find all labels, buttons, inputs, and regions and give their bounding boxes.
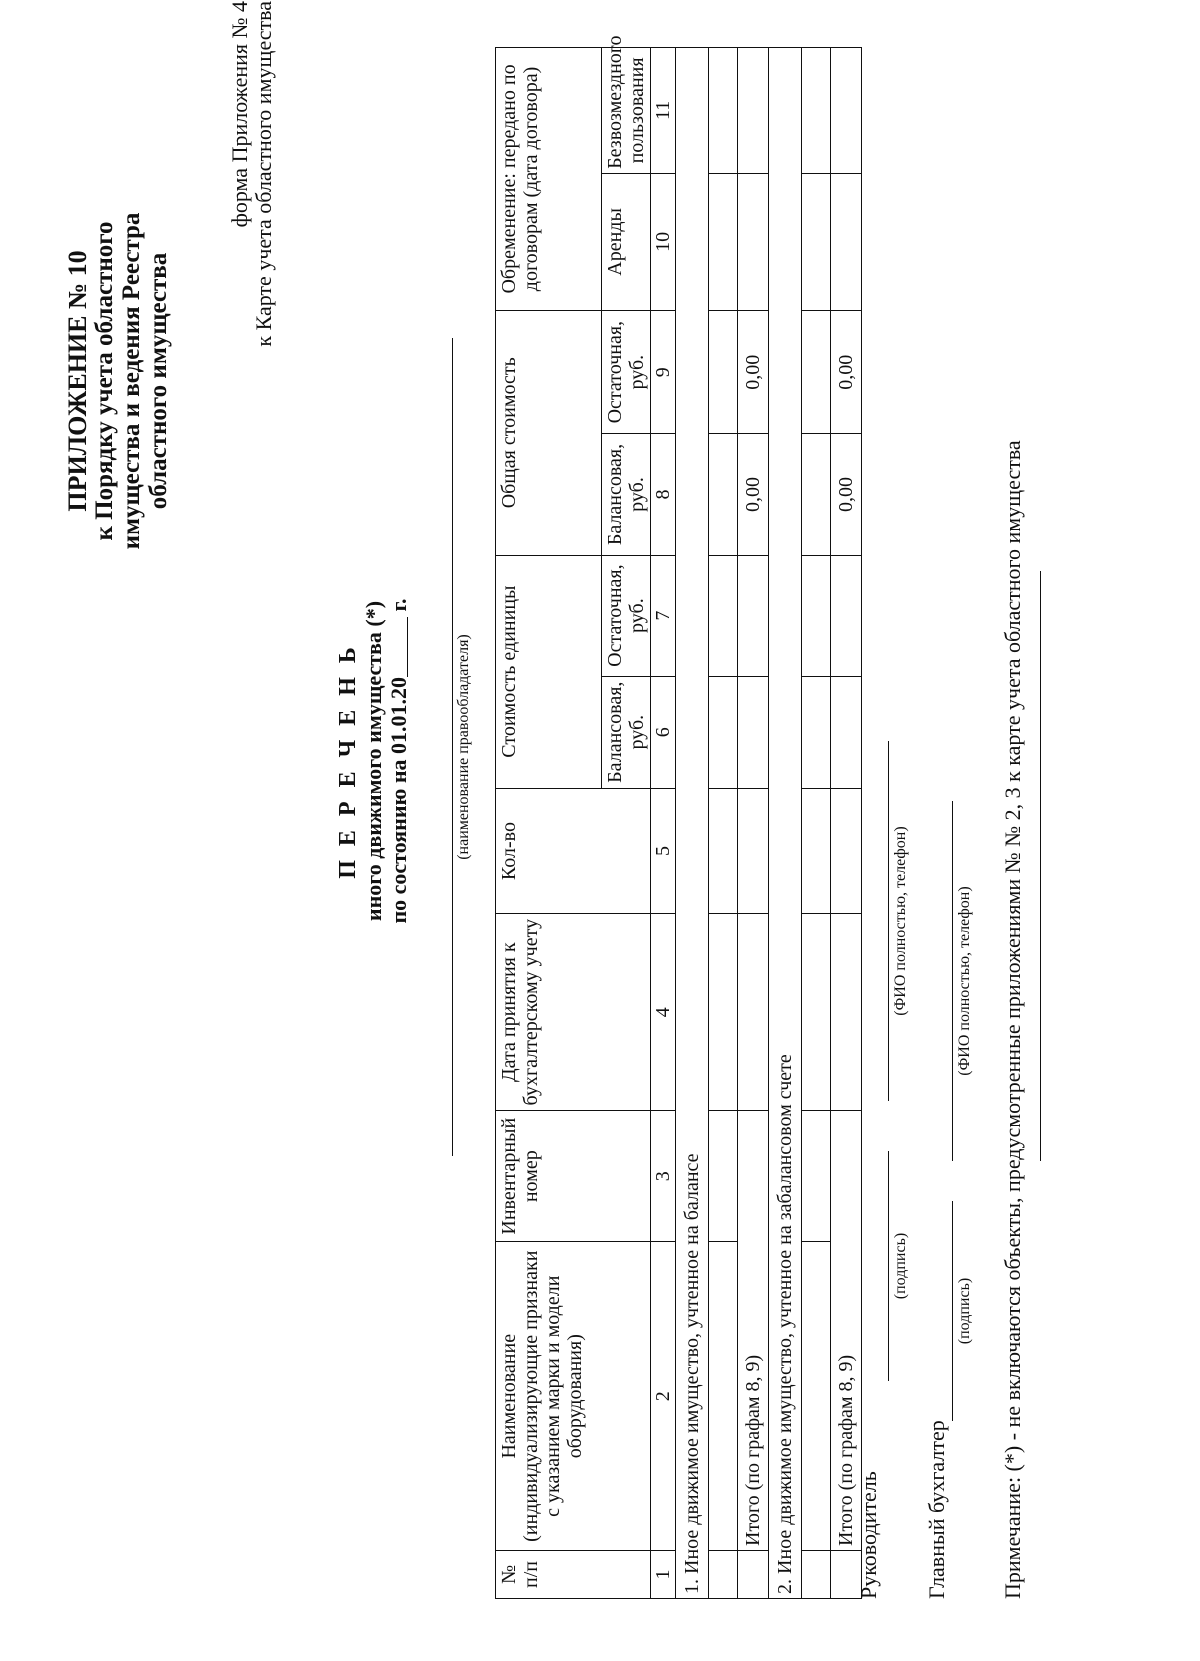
header-unit-balance: Балансовая, руб. [602,676,651,788]
form-note [228,1,276,401]
header-total-residual: Остаточная, руб. [602,310,651,433]
header-inventory: Инвентарный номер [496,1110,651,1241]
footnote-line [1040,571,1041,1161]
appendix-subtitle-3: областного имущества [145,252,172,510]
appendix-title: ПРИЛОЖЕНИЕ № 10 [63,250,92,512]
total-2-residual: 0,00 [831,310,862,433]
owner-caption: (наименование правообладателя) [455,634,472,860]
table-cell[interactable] [709,434,738,555]
accountant-fio-caption: (ФИО полностью, телефон) [956,886,973,1076]
col-number: 10 [651,173,676,310]
table-cell[interactable] [802,1110,831,1241]
table-cell[interactable] [709,788,738,914]
table-cell [738,914,769,1111]
table-cell[interactable] [802,555,831,676]
table-cell[interactable] [802,676,831,788]
section-1-row [676,48,709,1599]
table-cell[interactable] [802,310,831,433]
year-blank [389,617,408,677]
appendix-subtitle-1: к Порядку учета областного [91,221,118,541]
table-cell[interactable] [709,1110,738,1241]
table-cell[interactable] [709,310,738,433]
total-1-balance: 0,00 [738,434,769,555]
col-number: 4 [651,914,676,1111]
col-number: 3 [651,1110,676,1241]
col-number: 5 [651,788,676,914]
table-cell[interactable] [709,48,738,174]
total-1-residual: 0,00 [738,310,769,433]
header-row-1 [496,48,602,1599]
property-table [495,35,862,1599]
total-row-1 [738,48,769,1599]
table-cell[interactable] [802,173,831,310]
head-signature-line[interactable] [888,1151,889,1381]
accountant-fio-line[interactable] [952,801,953,1161]
footnote: Примечание: (*) - не включаются объекты, предусмотренные приложениями № № 2, 3 к карте учета областного имущества [1000,440,1025,1599]
header-encumbrance: Обременение: передано по договорам (дата договора) [496,48,602,311]
owner-line [452,338,453,1156]
table-cell[interactable] [802,788,831,914]
table-cell[interactable] [802,434,831,555]
col-number: 6 [651,676,676,788]
head-signature-caption: (подпись) [892,1232,909,1300]
chief-accountant-label: Главный бухгалтер [924,1420,949,1599]
total-row-2 [831,48,862,1599]
section-1-label: 1. Иное движимое имущество, учтенное на балансе [676,48,709,1599]
section-2-row [769,48,802,1599]
form-note-line-1: форма Приложения № 4 [227,1,252,228]
title-line-3 [386,501,411,1021]
table-cell [738,555,769,676]
title-heading: П Е Р Е Ч Е Н Ь [335,643,361,879]
title-date-suffix: г. [386,598,411,617]
col-number: 11 [651,48,676,174]
table-cell[interactable] [709,1551,738,1599]
total-1-label: Итого (по графам 8, 9) [738,1110,769,1550]
accountant-signature-caption: (подпись) [956,1277,973,1345]
table-cell [738,1551,769,1599]
accountant-signature-line[interactable] [952,1201,953,1421]
table-cell [831,48,862,174]
table-cell[interactable] [802,48,831,174]
table-cell[interactable] [709,173,738,310]
table-cell[interactable] [802,1242,831,1551]
header-rent: Аренды [602,173,651,310]
table-cell[interactable] [709,555,738,676]
section-2-label: 2. Иное движимое имущество, учтенное на забалансовом счете [769,48,802,1599]
header-total-balance: Балансовая, руб. [602,434,651,555]
col-number: 1 [651,1551,676,1599]
table-cell [831,788,862,914]
table-cell[interactable] [709,1242,738,1551]
document-title [336,501,411,1021]
header-date: Дата принятия к бухгалтерскому учету [496,914,651,1111]
form-note-line-2: к Карте учета областного имущества [251,1,276,347]
header-unit-cost: Стоимость единицы [496,555,602,788]
table-row [709,48,738,1599]
head-fio-caption: (ФИО полностью, телефон) [892,826,909,1016]
table-cell [831,676,862,788]
table-cell[interactable] [709,914,738,1111]
col-number: 7 [651,555,676,676]
table-cell [738,676,769,788]
header-unit-residual: Остаточная, руб. [602,555,651,676]
col-number: 2 [651,1242,676,1551]
table-cell [831,173,862,310]
table-cell [738,48,769,174]
table-cell [738,173,769,310]
head-fio-line[interactable] [888,741,889,1101]
table-cell [831,555,862,676]
header-total-cost: Общая стоимость [496,310,602,555]
title-date-prefix: по состоянию на 01.01.20 [386,676,411,924]
table-cell[interactable] [802,914,831,1111]
total-2-label: Итого (по графам 8, 9) [831,1110,862,1550]
appendix-subtitle-2: имущества и ведения Реестра [118,212,145,550]
table-cell[interactable] [802,1551,831,1599]
header-free-use: Безвозмездного пользования [602,48,651,174]
table-cell[interactable] [709,676,738,788]
col-number: 8 [651,434,676,555]
table-cell [738,788,769,914]
head-label: Руководитель [856,1471,881,1599]
table-row [802,48,831,1599]
col-number: 9 [651,310,676,433]
column-numbers-row [651,48,676,1599]
header-qty: Кол-во [496,788,651,914]
header-name: Наименование (индивидуализирующие признаки с указанием марки и модели оборудования) [496,1242,651,1551]
total-2-balance: 0,00 [831,434,862,555]
header-num: № п/п [496,1551,651,1599]
appendix-heading [64,101,172,661]
title-line-2: иного движимого имущества (*) [361,600,386,922]
table-cell [831,914,862,1111]
